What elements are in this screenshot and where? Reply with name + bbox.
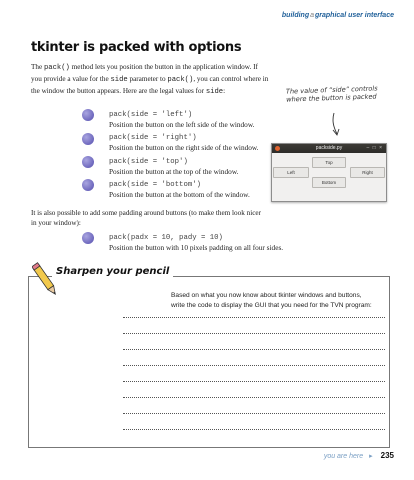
- bullet-dot-icon: [82, 109, 94, 121]
- answer-line[interactable]: [123, 397, 385, 398]
- option-description: Position the button on the right side of the window.: [109, 143, 259, 152]
- example-window: [271, 143, 387, 202]
- option-description: Position the button at the top of the window.: [109, 167, 239, 176]
- answer-line[interactable]: [123, 317, 385, 318]
- left-button[interactable]: Left: [273, 167, 309, 178]
- answer-line[interactable]: [123, 349, 385, 350]
- header-separator: a: [310, 12, 315, 19]
- answer-line[interactable]: [123, 333, 385, 334]
- page-number: 235: [380, 451, 394, 460]
- exercise-instructions: Based on what you now know about tkinter windows and buttons, write the code to display the GUI that you need for the TVN program:: [171, 292, 372, 309]
- intro-paragraph: The pack() method lets you position the button in the application window. If you provide a value for the side parameter to pack(), you can control where in the window the button appears. Here are the legal values for side:: [31, 63, 269, 96]
- option-code: pack(side = 'top'): [109, 158, 188, 166]
- padding-code: pack(padx = 10, pady = 10): [109, 234, 223, 242]
- triangle-icon: ▸: [369, 453, 373, 460]
- bottom-button[interactable]: Bottom: [312, 177, 346, 188]
- right-button[interactable]: Right: [350, 167, 385, 178]
- bullet-dot-icon: [82, 156, 94, 168]
- sharpen-pencil-box: [28, 266, 390, 448]
- sharpen-title: Sharpen your pencil: [52, 266, 173, 277]
- page-footer: [324, 451, 394, 460]
- answer-line[interactable]: [123, 365, 385, 366]
- window-title: packside.py: [315, 145, 343, 151]
- you-are-here-label: you are here: [323, 453, 364, 460]
- bullet-dot-icon: [82, 179, 94, 191]
- padding-description: Position the button with 10 pixels padding on all four sides.: [109, 243, 284, 252]
- answer-line[interactable]: [123, 381, 385, 382]
- answer-line[interactable]: [123, 429, 385, 430]
- arrow-icon: [330, 112, 344, 138]
- answer-line[interactable]: [123, 413, 385, 414]
- handwritten-annotation: The value of “side” controls where the button is packed: [285, 84, 378, 104]
- window-controls[interactable]: – □ ×: [366, 145, 383, 151]
- padding-paragraph: It is also possible to add some padding around buttons (to make them look nicer in your window):: [31, 209, 261, 227]
- option-code: pack(side = 'right'): [109, 134, 197, 142]
- page-title: tkinter is packed with options: [31, 40, 242, 55]
- option-code: pack(side = 'left'): [109, 111, 193, 119]
- option-description: Position the button on the left side of the window.: [109, 120, 255, 129]
- option-code: pack(side = 'bottom'): [109, 181, 201, 189]
- top-button[interactable]: Top: [312, 157, 346, 168]
- option-description: Position the button at the bottom of the window.: [109, 190, 250, 199]
- bullet-dot-icon: [82, 232, 94, 244]
- bullet-dot-icon: [82, 133, 94, 145]
- running-header: buildingagraphical user interface: [281, 12, 394, 19]
- window-titlebar: [272, 144, 386, 153]
